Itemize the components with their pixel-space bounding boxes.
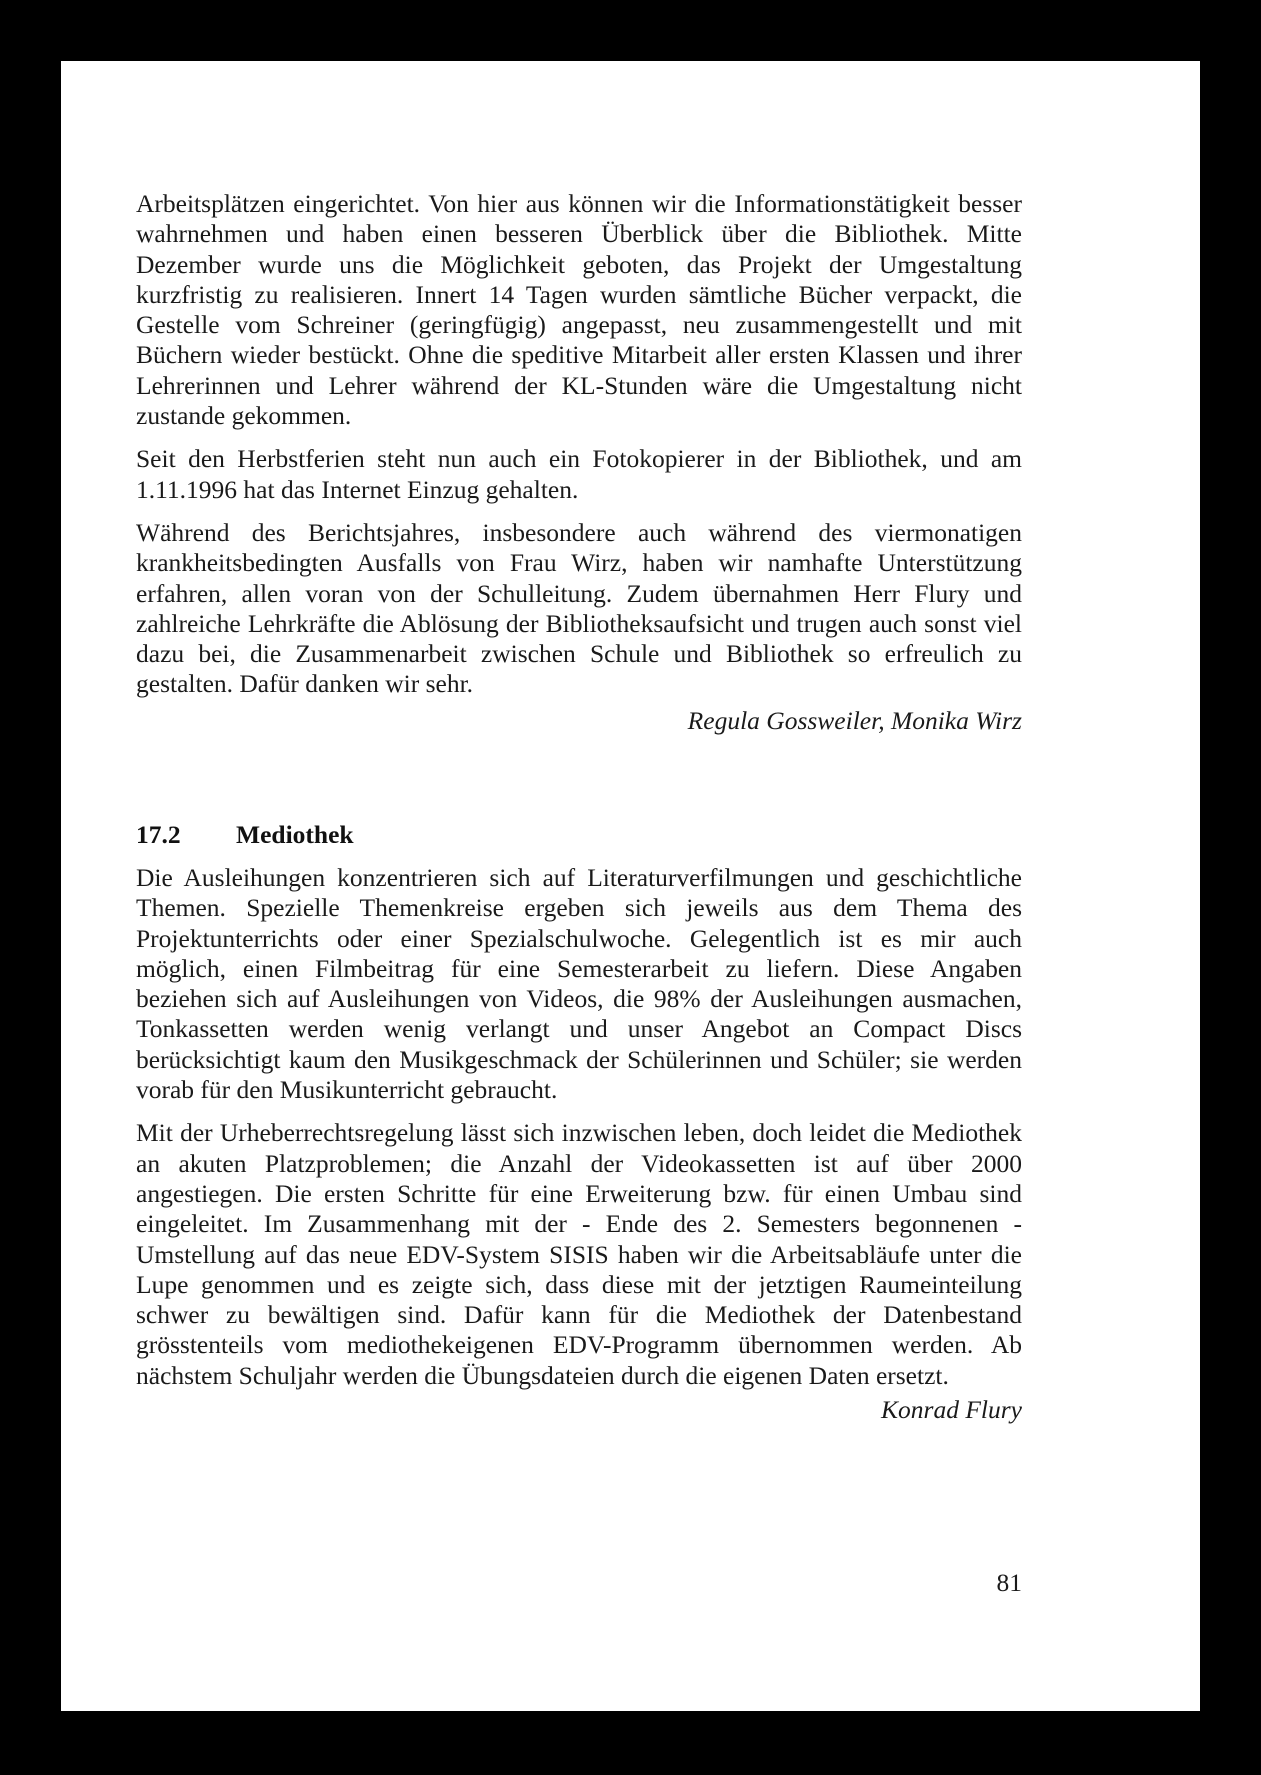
paragraph: Seit den Herbstferien steht nun auch ein Fotokopierer in der Bibliothek, und am 1.11.1996 hat das Internet Einzug gehalten. [136,444,1022,504]
paragraph: Arbeitsplätzen eingerichtet. Von hier aus können wir die Informationstätigkeit besser wahrnehmen und haben einen besseren Überblick über die Bibliothek. Mitte Dezember wurde uns die Möglichkeit geboten, das Projekt der Umgestaltung kurzfristig zu realisieren. Innert 14 Tagen wurden sämtliche Bücher verpackt, die Gestelle vom Schreiner (geringfügig) angepasst, neu zusammengestellt und mit Büchern wieder bestückt. Ohne die speditive Mitarbeit aller ersten Klassen und ihrer Lehrerinnen und Lehrer während der KL-Stunden wäre die Umgestaltung nicht zustande gekommen. [136,189,1022,431]
signature: Konrad Flury [881,1395,1022,1425]
page-number: 81 [996,1568,1022,1597]
section-title: Mediothek [236,820,354,849]
signature: Regula Gossweiler, Monika Wirz [687,705,1022,735]
paragraph: Während des Berichtsjahres, insbesondere auch während des viermonatigen krankheitsbedingten Ausfalls von Frau Wirz, haben wir namhafte Unterstützung erfahren, allen voran von der Schulleitung. Zudem übernahmen Herr Flury und zahlreiche Lehrkräfte die Ablösung der Bibliotheksaufsicht und trugen auch sonst viel dazu bei, die Zusammenarbeit zwischen Schule und Bibliothek so erfreulich zu gestalten. Dafür danken wir sehr. [136,517,1022,699]
paragraph: Die Ausleihungen konzentrieren sich auf Literaturverfilmungen und geschichtliche Themen. Spezielle Themenkreise ergeben sich jeweils aus dem Thema des Projektunterrichts oder einer Spezialschulwoche. Gelegentlich ist es mir auch möglich, einen Filmbeitrag für eine Semesterarbeit zu liefern. Diese Angaben beziehen sich auf Ausleihungen von Videos, die 98% der Ausleihungen ausmachen, Tonkassetten werden wenig verlangt und unser Angebot an Compact Discs berücksichtigt kaum den Musikgeschmack der Schülerinnen und Schüler; sie werden vorab für den Musikunterricht gebraucht. [136,863,1022,1105]
paragraph: Mit der Urheberrechtsregelung lässt sich inzwischen leben, doch leidet die Mediothek an akuten Platzproblemen; die Anzahl der Videokassetten ist auf über 2000 angestiegen. Die ersten Schritte für eine Erweiterung bzw. für einen Umbau sind eingeleitet. Im Zusammenhang mit der - Ende des 2. Semesters begonnenen - Umstellung auf das neue EDV-System SISIS haben wir die Arbeitsabläufe unter die Lupe genommen und es zeigte sich, dass diese mit der jetztigen Raumeinteilung schwer zu bewältigen sind. Dafür kann für die Mediothek der Datenbestand grösstenteils vom mediothekeigenen EDV-Programm übernommen werden. Ab nächstem Schuljahr werden die Übungsdateien durch die eigenen Daten ersetzt. [136,1118,1022,1390]
section-heading [136,819,1022,851]
section-17-1-body [136,189,1022,736]
section-number: 17.2 [136,820,181,849]
document-page [61,61,1200,1711]
section-17-2-body [136,863,1022,1425]
